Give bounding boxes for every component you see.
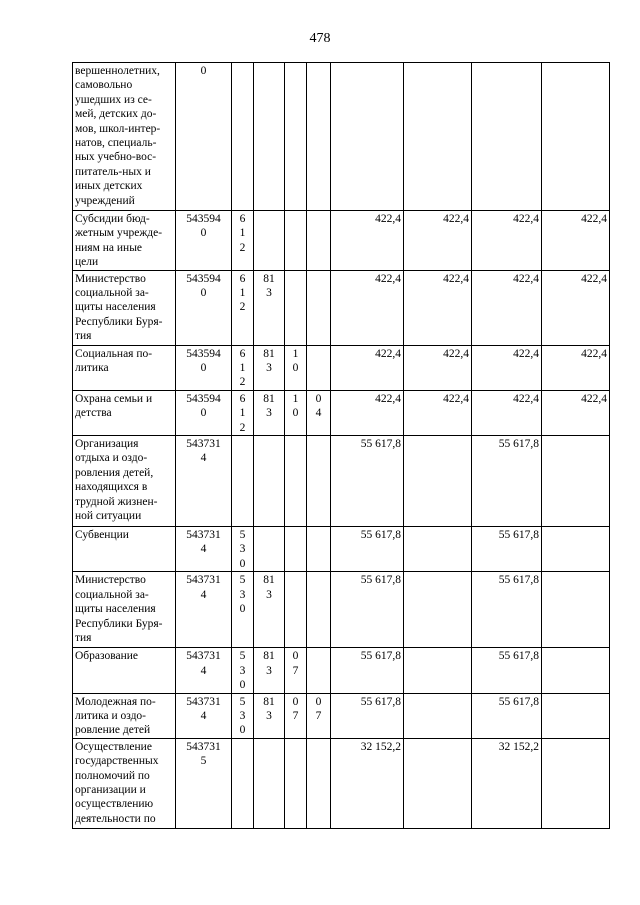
- department-code: [254, 63, 285, 211]
- amount-col-2: [404, 693, 472, 738]
- amount-col-4: 422,4: [542, 270, 610, 345]
- row-name: Социальная по- литика: [73, 345, 176, 390]
- target-code: 543594 0: [176, 345, 232, 390]
- amount-col-2: [404, 738, 472, 828]
- amount-col-2: [404, 648, 472, 693]
- table-row: [73, 648, 610, 693]
- section-code: 1 0: [285, 345, 307, 390]
- amount-col-1: 55 617,8: [331, 572, 404, 648]
- amount-col-1: 422,4: [331, 390, 404, 435]
- table-row: [73, 270, 610, 345]
- subsection-code: [307, 270, 331, 345]
- table-row: [73, 436, 610, 527]
- amount-col-3: 422,4: [472, 390, 542, 435]
- department-code: [254, 738, 285, 828]
- department-code: 81 3: [254, 648, 285, 693]
- amount-col-4: 422,4: [542, 211, 610, 271]
- amount-col-4: [542, 527, 610, 572]
- expense-type: 5 3 0: [232, 648, 254, 693]
- subsection-code: [307, 63, 331, 211]
- row-name: вершеннолетних, самовольно ушедших из се- мей, детских до- мов, школ-интер- натов, специаль- ных учебно-вос- питатель-ных и иных детских учреждений: [73, 63, 176, 211]
- amount-col-1: 55 617,8: [331, 436, 404, 527]
- department-code: 81 3: [254, 345, 285, 390]
- amount-col-4: [542, 63, 610, 211]
- amount-col-1: 422,4: [331, 211, 404, 271]
- department-code: [254, 527, 285, 572]
- subsection-code: [307, 527, 331, 572]
- amount-col-2: 422,4: [404, 211, 472, 271]
- table-row: [73, 693, 610, 738]
- expense-type: 6 1 2: [232, 211, 254, 271]
- amount-col-1: 422,4: [331, 270, 404, 345]
- table-row: [73, 345, 610, 390]
- expense-type: 6 1 2: [232, 345, 254, 390]
- table-row: [73, 211, 610, 271]
- expense-type: [232, 63, 254, 211]
- table-row: [73, 527, 610, 572]
- amount-col-3: 32 152,2: [472, 738, 542, 828]
- amount-col-4: [542, 738, 610, 828]
- row-name: Организация отдыха и оздо- ровления детей, находящихся в трудной жизнен- ной ситуации: [73, 436, 176, 527]
- target-code: 543731 5: [176, 738, 232, 828]
- expense-type: 6 1 2: [232, 270, 254, 345]
- amount-col-3: 55 617,8: [472, 436, 542, 527]
- department-code: [254, 436, 285, 527]
- subsection-code: [307, 572, 331, 648]
- row-name: Субвенции: [73, 527, 176, 572]
- amount-col-1: 55 617,8: [331, 693, 404, 738]
- page-number: 478: [309, 31, 331, 46]
- department-code: 81 3: [254, 270, 285, 345]
- amount-col-3: [472, 63, 542, 211]
- amount-col-1: [331, 63, 404, 211]
- expense-type: 6 1 2: [232, 390, 254, 435]
- amount-col-2: 422,4: [404, 270, 472, 345]
- amount-col-3: 55 617,8: [472, 527, 542, 572]
- amount-col-4: [542, 693, 610, 738]
- target-code: 0: [176, 63, 232, 211]
- subsection-code: 0 4: [307, 390, 331, 435]
- amount-col-4: 422,4: [542, 390, 610, 435]
- section-code: [285, 270, 307, 345]
- amount-col-1: 55 617,8: [331, 527, 404, 572]
- amount-col-2: 422,4: [404, 345, 472, 390]
- expense-type: [232, 738, 254, 828]
- department-code: 81 3: [254, 572, 285, 648]
- amount-col-2: [404, 572, 472, 648]
- amount-col-4: [542, 436, 610, 527]
- expense-type: 5 3 0: [232, 527, 254, 572]
- amount-col-4: [542, 648, 610, 693]
- amount-col-1: 55 617,8: [331, 648, 404, 693]
- section-code: 1 0: [285, 390, 307, 435]
- table-row: [73, 63, 610, 211]
- department-code: [254, 211, 285, 271]
- table-row: [73, 390, 610, 435]
- amount-col-1: 32 152,2: [331, 738, 404, 828]
- amount-col-3: 422,4: [472, 345, 542, 390]
- expense-type: [232, 436, 254, 527]
- amount-col-3: 55 617,8: [472, 572, 542, 648]
- department-code: 81 3: [254, 693, 285, 738]
- amount-col-4: 422,4: [542, 345, 610, 390]
- table-row: [73, 738, 610, 828]
- budget-table: [72, 62, 610, 829]
- row-name: Осуществление государственных полномочий по организации и осуществлению деятельности по: [73, 738, 176, 828]
- section-code: [285, 436, 307, 527]
- target-code: 543731 4: [176, 436, 232, 527]
- target-code: 543594 0: [176, 390, 232, 435]
- amount-col-3: 55 617,8: [472, 693, 542, 738]
- row-name: Министерство социальной за- щиты населения Республики Буря- тия: [73, 270, 176, 345]
- target-code: 543731 4: [176, 527, 232, 572]
- row-name: Охрана семьи и детства: [73, 390, 176, 435]
- table-row: [73, 572, 610, 648]
- row-name: Молодежная по- литика и оздо- ровление детей: [73, 693, 176, 738]
- amount-col-2: [404, 63, 472, 211]
- amount-col-2: 422,4: [404, 390, 472, 435]
- expense-type: 5 3 0: [232, 693, 254, 738]
- target-code: 543594 0: [176, 211, 232, 271]
- amount-col-4: [542, 572, 610, 648]
- section-code: [285, 63, 307, 211]
- expense-type: 5 3 0: [232, 572, 254, 648]
- section-code: 0 7: [285, 648, 307, 693]
- target-code: 543731 4: [176, 648, 232, 693]
- subsection-code: [307, 211, 331, 271]
- section-code: [285, 738, 307, 828]
- row-name: Субсидии бюд- жетным учрежде- ниям на иные цели: [73, 211, 176, 271]
- section-code: 0 7: [285, 693, 307, 738]
- section-code: [285, 211, 307, 271]
- department-code: 81 3: [254, 390, 285, 435]
- subsection-code: [307, 648, 331, 693]
- target-code: 543731 4: [176, 693, 232, 738]
- subsection-code: 0 7: [307, 693, 331, 738]
- row-name: Образование: [73, 648, 176, 693]
- subsection-code: [307, 738, 331, 828]
- subsection-code: [307, 345, 331, 390]
- amount-col-1: 422,4: [331, 345, 404, 390]
- row-name: Министерство социальной за- щиты населения Республики Буря- тия: [73, 572, 176, 648]
- subsection-code: [307, 436, 331, 527]
- amount-col-2: [404, 527, 472, 572]
- amount-col-3: 422,4: [472, 270, 542, 345]
- amount-col-2: [404, 436, 472, 527]
- amount-col-3: 55 617,8: [472, 648, 542, 693]
- target-code: 543594 0: [176, 270, 232, 345]
- section-code: [285, 527, 307, 572]
- amount-col-3: 422,4: [472, 211, 542, 271]
- section-code: [285, 572, 307, 648]
- target-code: 543731 4: [176, 572, 232, 648]
